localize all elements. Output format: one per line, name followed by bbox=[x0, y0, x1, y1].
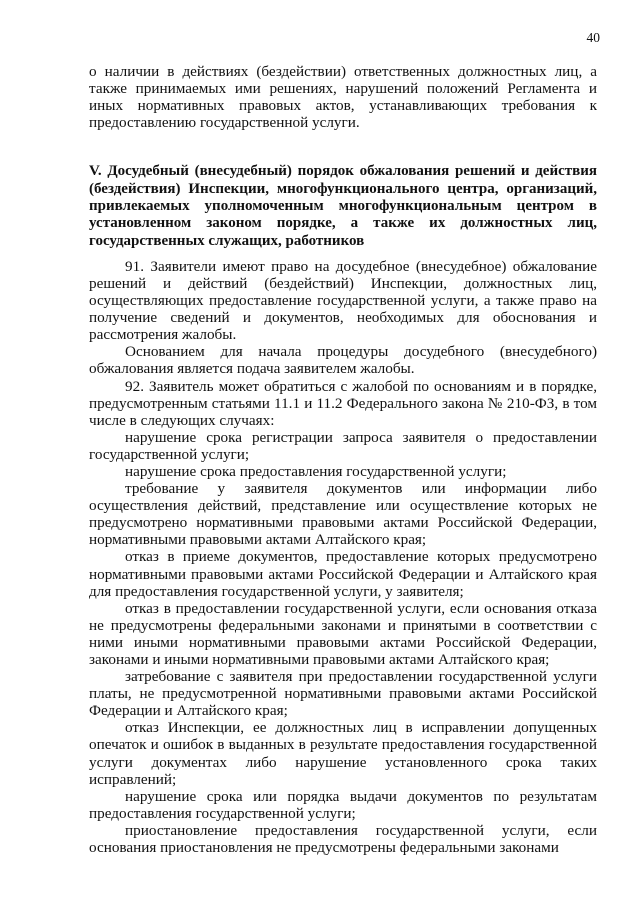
intro-paragraph: о наличии в действиях (бездействии) ответственных должностных лиц, а также принимаемых ими решениях, нарушений положений Регламента и иных нормативных правовых актов, устанавливающих требования к предоставлению государственной услуги. bbox=[89, 63, 597, 132]
list-item: требование у заявителя документов или информации либо осуществления действий, представление или осуществление которых не предусмотрено нормативными правовыми актами Российской Федерации, нормативными правовыми актами Алтайского края; bbox=[89, 480, 597, 549]
list-item: отказ в приеме документов, предоставление которых предусмотрено нормативными правовыми актами Российской Федерации и Алтайского края для предоставления государственной услуги, у заявителя; bbox=[89, 548, 597, 600]
list-item: отказ Инспекции, ее должностных лиц в исправлении допущенных опечаток и ошибок в выданных в результате предоставления государственной услуги документах либо нарушение установленного срока таких исправлений; bbox=[89, 719, 597, 788]
list-item: нарушение срока предоставления государственной услуги; bbox=[125, 462, 507, 480]
paragraph: Основанием для начала процедуры досудебного (внесудебного) обжалования является подача заявителем жалобы. bbox=[89, 343, 597, 378]
list-item: приостановление предоставления государственной услуги, если основания приостановления не предусмотрены федеральными законами bbox=[89, 821, 597, 857]
list-item: нарушение срока или порядка выдачи документов по результатам предоставления государственной услуги; bbox=[89, 787, 597, 822]
page-number: 40 bbox=[586, 30, 600, 45]
paragraph: 91. Заявители имеют право на досудебное (внесудебное) обжалование решений и действий (бездействий) Инспекции, должностных лиц, осуществляющих предоставление государственной услуги, а также право на получение сведений и документов, необходимых для обоснования и рассмотрения жалобы. bbox=[89, 257, 597, 344]
section-heading: V. Досудебный (внесудебный) порядок обжалования решений и действия (бездействия) Инспекции, многофункционального центра, организаций, привлекаемых уполномоченным многофункциональным центром в установленном законом порядке, а также их должностных лиц, государственных служащих, работников bbox=[89, 163, 597, 249]
paragraph: 92. Заявитель может обратиться с жалобой по основаниям и в порядке, предусмотренным статьями 11.1 и 11.2 Федерального закона № 210-ФЗ, в том числе в следующих случаях: bbox=[89, 377, 597, 429]
list-item: затребование с заявителя при предоставлении государственной услуги платы, не предусмотренной нормативными правовыми актами Российской Федерации и Алтайского края; bbox=[89, 668, 597, 720]
document-body bbox=[89, 63, 597, 856]
list-item: нарушение срока регистрации запроса заявителя о предоставлении государственной услуги; bbox=[89, 428, 597, 463]
list-item: отказ в предоставлении государственной услуги, если основания отказа не предусмотрены федеральными законами и принятыми в соответствии с ними иными нормативными правовыми актами Российской Федерации, законами и иными нормативными правовыми актами Алтайского края; bbox=[89, 599, 597, 669]
